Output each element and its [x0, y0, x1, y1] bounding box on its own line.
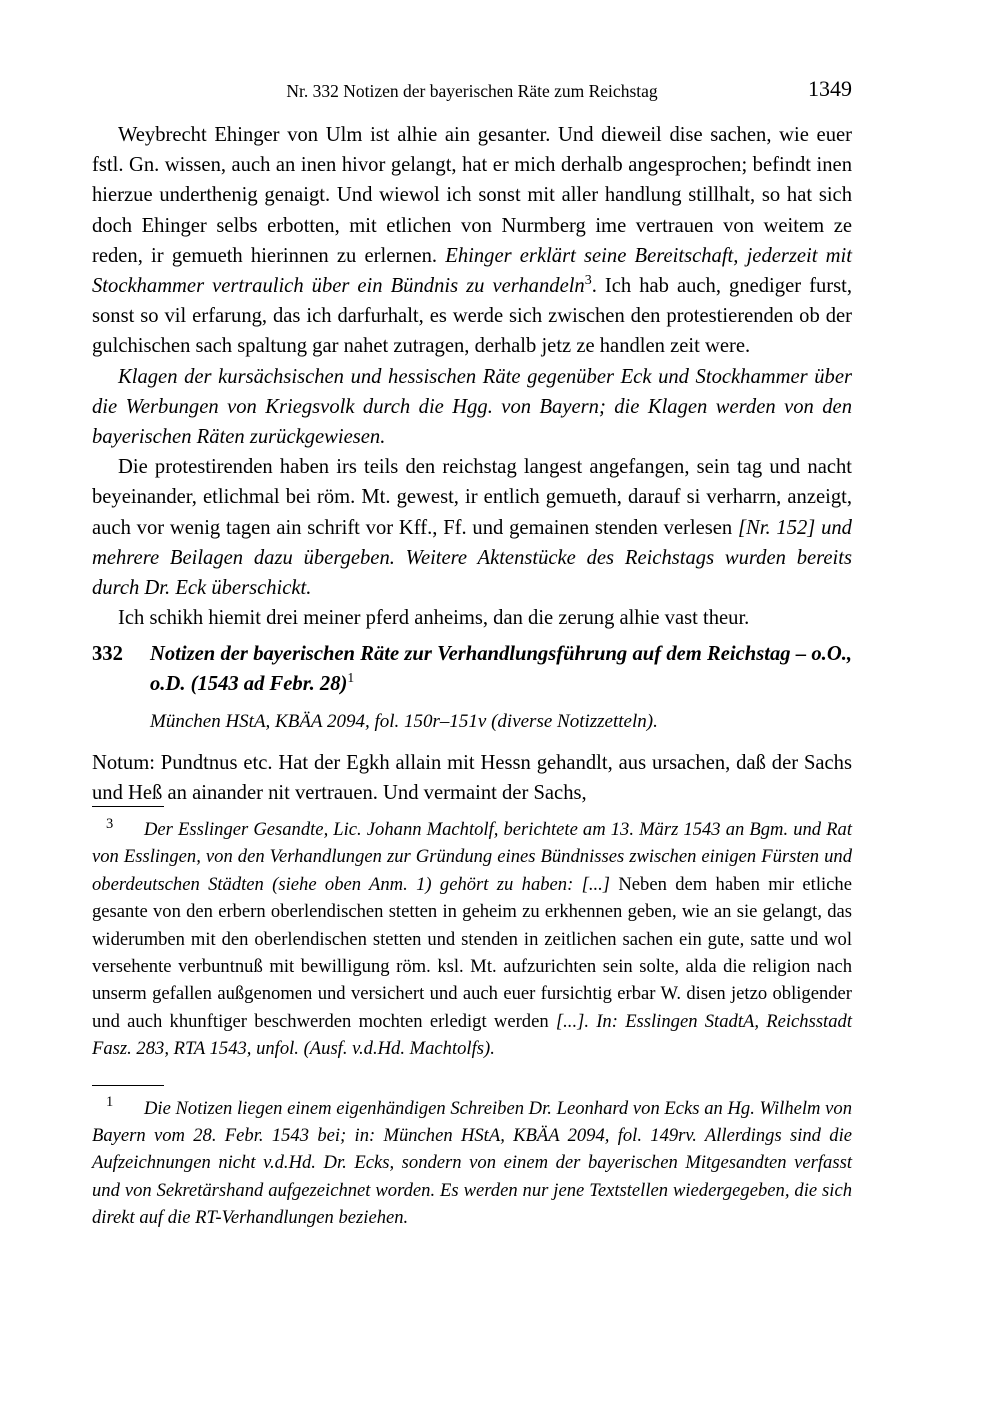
lead-text [92, 748, 852, 808]
paragraph-3-italic: [Nr. 152] und mehrere Beilagen dazu übergeben. Weitere Aktenstücke des Reichstags wurden bereits durch Dr. Eck überschickt. [92, 516, 852, 600]
footnotes-area [92, 806, 852, 1232]
source-reference: München HStA, KBÄA 2094, fol. 150r–151v (diverse Notizzetteln). [150, 711, 658, 732]
footnote-block-3 [92, 806, 852, 1063]
section-number: 332 [92, 643, 123, 665]
footnote-3-italic-2: [...]. In: Esslingen StadtA, Reichsstadt Fasz. 283, RTA 1543, unfol. (Ausf. v.d.Hd. Machtolfs). [92, 1010, 852, 1060]
section-title-text: Notizen der bayerischen Räte zur Verhandlungsführung auf dem Reichstag – o.O., o.D. (1543 ad Febr. 28) [150, 643, 852, 695]
section-heading [92, 640, 852, 699]
footnote-3-roman-1: Neben dem haben mir etliche gesante von den erbern oberlendischen stetten in geheim zu erkhennen geben, wie an sie gelangt, das widerumben mit den oberlendischen stetten und stenden in zeitlichen sachen ein gute, satte und wol versehente verbuntnuß mit bewilligung röm. ksl. Mt. aufzurichten sein solte, alda die religion nach unserm gefallen außgenomen und versichert und auch euer fursichtig erbar W. disen jetzo obligender und auch khunftiger beschwerden mochten erledigt werden [92, 873, 852, 1032]
paragraph-1-italic: Ehinger erklärt seine Bereitschaft, jederzeit mit Stockhammer vertraulich über ein Bündnis zu verhandeln [92, 244, 852, 298]
paragraph-1-part-1: Weybrecht Ehinger von Ulm ist alhie ain gesanter. Und dieweil dise sachen, wie euer fstl. Gn. wissen, auch an inen hivor gelangt, hat er mich derhalb angesprochen; befindt inen hierzue underthenig genaigt. Und wiewol ich sonst mit aller handlung stillhalt, so hat sich doch Ehinger selbs erbotten, mit etlichen von Nurmberg ime vertrauen von weitem ze reden, ir gemueth hierinnen zu erlernen. [92, 124, 852, 267]
footnote-separator-rule-2 [92, 1085, 164, 1086]
footnote-ref-1[interactable]: 1 [347, 669, 355, 685]
footnote-3-italic-1: Der Esslinger Gesandte, Lic. Johann Machtolf, berichtete am 13. März 1543 an Bgm. und Rat von Esslingen, von den Verhandlungen zur Gründung eines Bündnisses zwischen einigen Fürsten und oberdeutschen Städten (siehe oben Anm. 1) gehört zu haben: [...] [92, 819, 852, 895]
footnote-1-italic-1: Die Notizen liegen einem eigenhändigen Schreiben Dr. Leonhard von Ecks an Hg. Wilhelm von Bayern vom 28. Febr. 1543 bei; in: München HStA, KBÄA 2094, fol. 149rv. Allerdings sind die Aufzeichnungen nicht v.d.Hd. Dr. Ecks, sondern von einem der bayerischen Mitgesandten verfasst und von Sekretärshand aufgezeichnet worden. Es werden nur jene Textstellen wiedergegeben, die sich direkt auf die RT-Verhandlungen beziehen. [92, 1097, 852, 1229]
running-head [92, 78, 852, 104]
running-head-title: Nr. 332 Notizen der bayerischen Räte zum Reichstag [286, 81, 658, 101]
footnote-1: 1 Die Notizen liegen einem eigenhändigen Schreiben Dr. Leonhard von Ecks an Hg. Wilhelm von Bayern vom 28. Febr. 1543 bei; in: München HStA, KBÄA 2094, fol. 149rv. Allerdings sind die Aufzeichnungen nicht v.d.Hd. Dr. Ecks, sondern von einem der bayerischen Mitgesandten verfasst und von Sekretärshand aufgezeichnet worden. Es werden nur jene Textstellen wiedergegeben, die sich direkt auf die RT-Verhandlungen beziehen. [92, 1094, 852, 1229]
paragraph-1-part-2: . Ich hab auch, gnediger furst, sonst so vil erfarung, das ich darfurhalt, es werde sich zwischen den protestierenden ob der gulchischen sach spaltung gar nahet zutragen, derhalb jetz ze handlen zeit were. [92, 275, 852, 358]
section-title [150, 640, 852, 699]
lead-paragraph: Notum: Pundtnus etc. Hat der Egkh allain mit Hessn gehandlt, aus ursachen, daß der Sachs und Heß an ainander nit vertrauen. Und vermaint der Sachs, [92, 752, 852, 805]
footnote-ref-3[interactable]: 3 [584, 273, 592, 289]
paragraph-4: Ich schikh hiemit drei meiner pferd anheims, dan die zerung alhie vast theur. [118, 607, 750, 630]
footnote-block-1 [92, 1085, 852, 1232]
footnote-3: 3 Der Esslinger Gesandte, Lic. Johann Machtolf, berichtete am 13. März 1543 an Bgm. und Rat von Esslingen, von den Verhandlungen zur Gründung eines Bündnisses zwischen einigen Fürsten und oberdeutschen Städten (siehe oben Anm. 1) gehört zu haben: [...] Neben dem haben mir etliche gesante von den erbern oberlendischen stetten in geheim zu erkhennen geben, wie an sie gelangt, das widerumben mit den oberlendischen stetten und stenden in zeitlichen sachen ein gute, satte und wol versehente verbuntnuß mit bewilligung röm. ksl. Mt. aufzurichten sein solte, alda die religion nach unserm gefallen außgenomen und versichert und auch euer fursichtig erbar W. disen jetzo obligender und auch khunftiger beschwerden mochten erledigt werden [...]. In: Esslingen StadtA, Reichsstadt Fasz. 283, RTA 1543, unfol. (Ausf. v.d.Hd. Machtolfs). [92, 815, 852, 1060]
page-number: 1349 [808, 76, 852, 101]
paragraph-2-summary: Klagen der kursächsischen und hessischen Räte gegenüber Eck und Stockhammer über die Werbungen von Kriegsvolk durch die Hgg. von Bayern; die Klagen werden von den bayerischen Räten zurückgewiesen. [92, 365, 852, 449]
footnote-separator-rule [92, 806, 164, 807]
body-text [92, 120, 852, 633]
paragraph-3 [92, 452, 852, 603]
paragraph-1 [92, 120, 852, 362]
paragraph-3-part-1: Die protestirenden haben irs teils den reichstag langest angefangen, sein tag und nacht beyeinander, etlichmal bei röm. Mt. gewest, ir entlich gemueth, darauf si verharrn, anzeigt, auch vor wenig tagen ain schrift vor Kff., Ff. und gemainen stenden verlesen [92, 456, 852, 539]
